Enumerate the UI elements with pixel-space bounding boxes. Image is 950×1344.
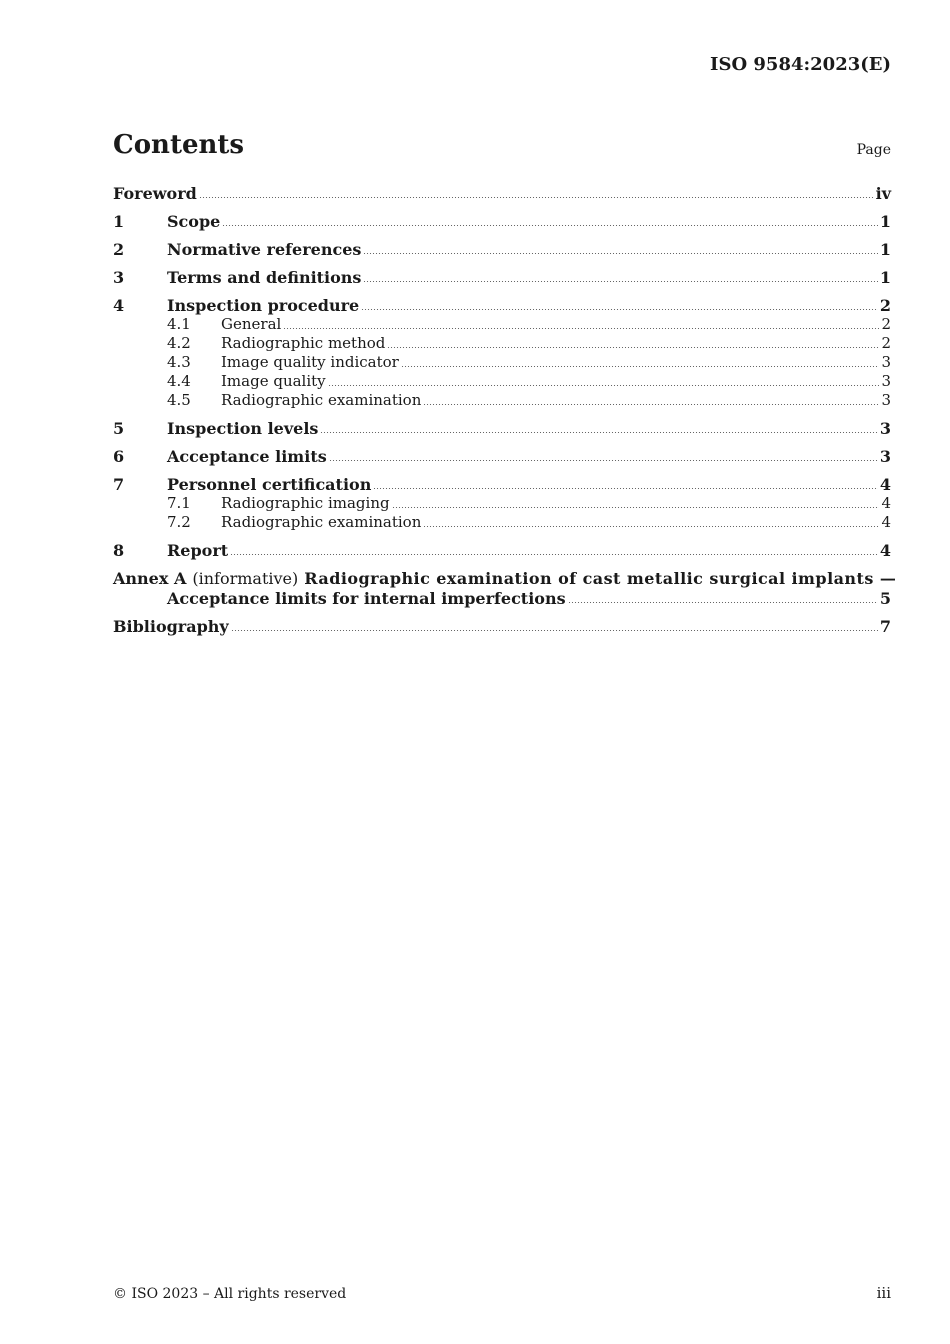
toc-entry-page: 3 [881,372,891,390]
bibliography-title: Bibliography [113,617,229,636]
toc-entry-page: 1 [879,212,891,231]
dot-leader [328,385,880,386]
dot-leader [363,253,877,254]
toc-entry-number: 4.1 [167,315,191,333]
toc-entry-title: Personnel certification [167,475,372,494]
toc-entry-page: 1 [879,268,891,287]
document-id: ISO 9584:2023(E) [710,54,891,75]
toc-entry-number: 8 [113,541,125,560]
toc-entry[interactable] [113,184,891,203]
toc-entry-title: Radiographic examination [221,391,422,409]
toc-entry-number: 7.2 [167,513,191,531]
toc-entry-title: Radiographic imaging [221,494,390,512]
toc-entry-page: 4 [879,475,891,494]
dot-leader [222,225,878,226]
toc-entry-title: Inspection levels [167,419,319,438]
toc-entry[interactable] [113,334,891,353]
toc-entry-page: 2 [881,315,891,333]
toc-entry-title: Terms and definitions [167,268,362,287]
toc-entry-page: 2 [881,334,891,352]
annex-page: 5 [879,589,891,608]
toc-entry-title: Image quality [221,372,326,390]
bibliography-page: 7 [879,617,891,636]
toc-entry-number: 1 [113,212,125,231]
toc-entry[interactable] [113,296,891,315]
toc-entry[interactable] [113,240,891,259]
dot-leader [363,281,877,282]
toc-entry-page: 3 [879,419,891,438]
annex-title-line1: Radiographic examination of cast metallic surgical implants — [304,569,897,588]
dot-leader [199,197,874,198]
dot-leader [423,404,879,405]
toc-entry-bibliography[interactable] [113,617,891,636]
toc-entry-title: Image quality indicator [221,353,399,371]
toc-entry[interactable] [113,541,891,560]
toc-entry-number: 4.3 [167,353,191,371]
toc-entry[interactable] [113,419,891,438]
dot-leader [387,347,879,348]
contents-heading: Contents [113,130,245,160]
toc-entry[interactable] [113,494,891,513]
dot-leader [423,526,879,527]
toc-entry[interactable] [113,212,891,231]
toc-entry-page: 4 [879,541,891,560]
toc-entry-title: Foreword [113,184,197,203]
table-of-contents [113,184,897,636]
toc-entry[interactable] [113,513,891,532]
toc-entry[interactable] [113,268,891,287]
dot-leader [392,507,880,508]
toc-entry-title: Report [167,541,229,560]
dot-leader [401,366,880,367]
dot-leader [231,630,878,631]
toc-entry-title: Radiographic method [221,334,386,352]
toc-entry[interactable] [113,391,891,410]
toc-entry[interactable] [113,353,891,372]
toc-entry-number: 3 [113,268,125,287]
toc-entry-page: iv [875,184,891,203]
toc-entry-annex-a[interactable] [113,569,897,608]
toc-entry-page: 3 [881,353,891,371]
toc-entry-title: Scope [167,212,221,231]
page-column-label: Page [856,142,891,158]
annex-informative: (informative) [192,569,299,588]
toc-entry-number: 6 [113,447,125,466]
toc-entry-number: 4 [113,296,125,315]
toc-entry-number: 5 [113,419,125,438]
annex-title-line2: Acceptance limits for internal imperfections [167,589,566,608]
dot-leader [361,309,878,310]
toc-entry-page: 4 [881,494,891,512]
toc-entry[interactable] [113,372,891,391]
toc-entry-number: 4.4 [167,372,191,390]
toc-entry-title: Inspection procedure [167,296,360,315]
dot-leader [568,602,878,603]
dot-leader [373,488,878,489]
dot-leader [329,460,878,461]
page-number: iii [876,1284,891,1302]
toc-entry-number: 7 [113,475,125,494]
toc-entry[interactable] [113,475,891,494]
toc-entry-page: 2 [879,296,891,315]
dot-leader [230,554,878,555]
toc-entry-page: 3 [879,447,891,466]
toc-entry-number: 4.2 [167,334,191,352]
toc-entry-page: 3 [881,391,891,409]
toc-entry-title: General [221,315,282,333]
toc-entry[interactable] [113,315,891,334]
toc-entry-page: 1 [879,240,891,259]
toc-entry-number: 4.5 [167,391,191,409]
toc-entry-title: Acceptance limits [167,447,327,466]
toc-entry-title: Radiographic examination [221,513,422,531]
toc-entry-page: 4 [881,513,891,531]
toc-entry[interactable] [113,447,891,466]
toc-entry-number: 2 [113,240,125,259]
annex-label: Annex A [113,569,187,588]
toc-entry-title: Normative references [167,240,362,259]
copyright-notice: © ISO 2023 – All rights reserved [113,1286,347,1302]
dot-leader [283,328,879,329]
toc-entry-number: 7.1 [167,494,191,512]
dot-leader [320,432,877,433]
